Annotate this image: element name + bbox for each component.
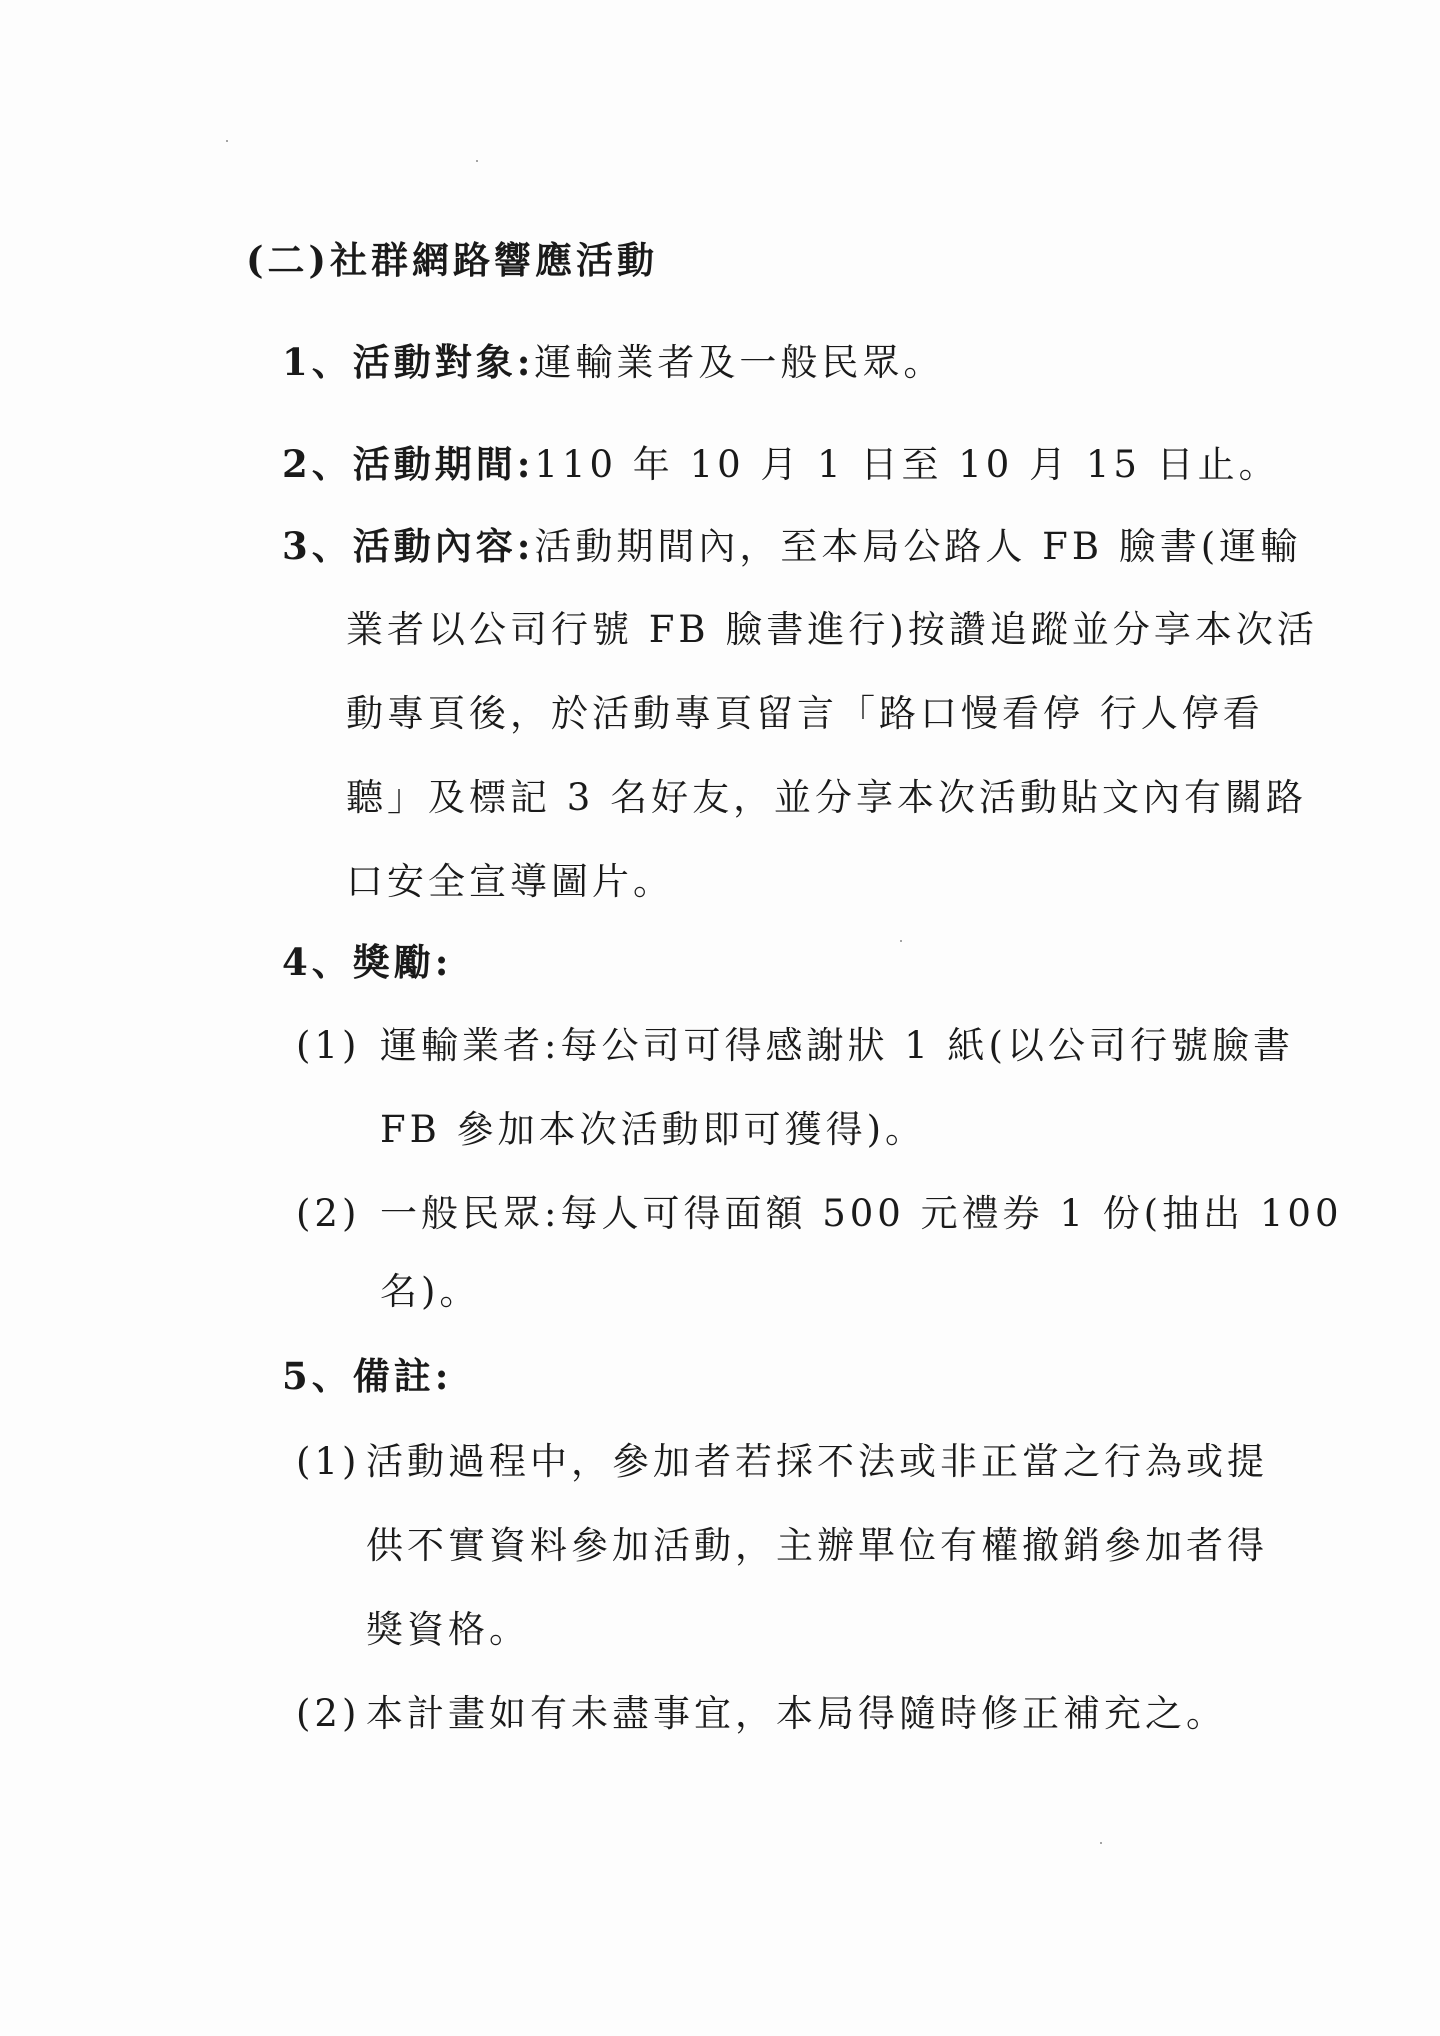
item-number: 5、 (282, 1354, 353, 1398)
subitem-text-continued: 名)。 (380, 1270, 481, 1313)
item-activity-content (282, 524, 1301, 569)
section-title: (二)社群網路響應活動 (246, 238, 659, 282)
item-activity-period (282, 442, 1280, 487)
item-text: 活動期間內，至本局公路人 FB 臉書(運輸 (534, 525, 1302, 568)
item-text-continued: 聽」及標記 3 名好友，並分享本次活動貼文內有關路 (346, 776, 1308, 819)
item-label: 活動對象: (352, 340, 535, 384)
item-text-continued: 動專頁後，於活動專頁留言「路口慢看停 行人停看 (346, 692, 1264, 735)
item-text: 運輸業者及一般民眾。 (534, 341, 945, 384)
item-label: 獎勵: (352, 940, 453, 984)
subitem-text-continued: 供不實資料參加活動，主辦單位有權撤銷參加者得 (366, 1524, 1268, 1567)
item-text-continued: 口安全宣導圖片。 (346, 860, 674, 903)
item-rewards (282, 940, 452, 985)
scan-speck (476, 160, 478, 162)
subitem-transport-operators (296, 1024, 1294, 1068)
subitem-general-public (296, 1192, 1343, 1236)
scan-speck (226, 140, 228, 142)
item-number: 1、 (282, 340, 353, 384)
subitem-number: (1) (296, 1440, 361, 1483)
item-number: 2、 (282, 442, 353, 486)
subitem-text-continued: FB 參加本次活動即可獲得)。 (380, 1108, 927, 1151)
subitem-text: 一般民眾:每人可得面額 500 元禮券 1 份(抽出 100 (380, 1192, 1343, 1235)
subitem-text: 活動過程中，參加者若採不法或非正當之行為或提 (366, 1440, 1268, 1483)
subitem-text-continued: 獎資格。 (366, 1608, 530, 1651)
item-remarks (282, 1354, 452, 1399)
subitem-remark-2 (296, 1692, 1227, 1736)
subitem-text: 本計畫如有未盡事宜，本局得隨時修正補充之。 (366, 1692, 1227, 1735)
subitem-text: 運輸業者:每公司可得感謝狀 1 紙(以公司行號臉書 (380, 1024, 1294, 1067)
item-label: 備註: (352, 1354, 453, 1398)
item-number: 4、 (282, 940, 353, 984)
scan-speck (900, 940, 902, 942)
item-activity-target (282, 340, 944, 385)
subitem-number: (2) (296, 1692, 361, 1735)
item-number: 3、 (282, 524, 353, 568)
subitem-number: (2) (296, 1192, 361, 1235)
item-label: 活動內容: (352, 524, 535, 568)
item-text-continued: 業者以公司行號 FB 臉書進行)按讚追蹤並分享本次活 (346, 608, 1318, 651)
subitem-remark-1 (296, 1440, 1268, 1484)
item-label: 活動期間: (352, 442, 535, 486)
scan-speck (1100, 1842, 1102, 1844)
subitem-number: (1) (296, 1024, 361, 1067)
item-text: 110 年 10 月 1 日至 10 月 15 日止。 (534, 443, 1280, 486)
